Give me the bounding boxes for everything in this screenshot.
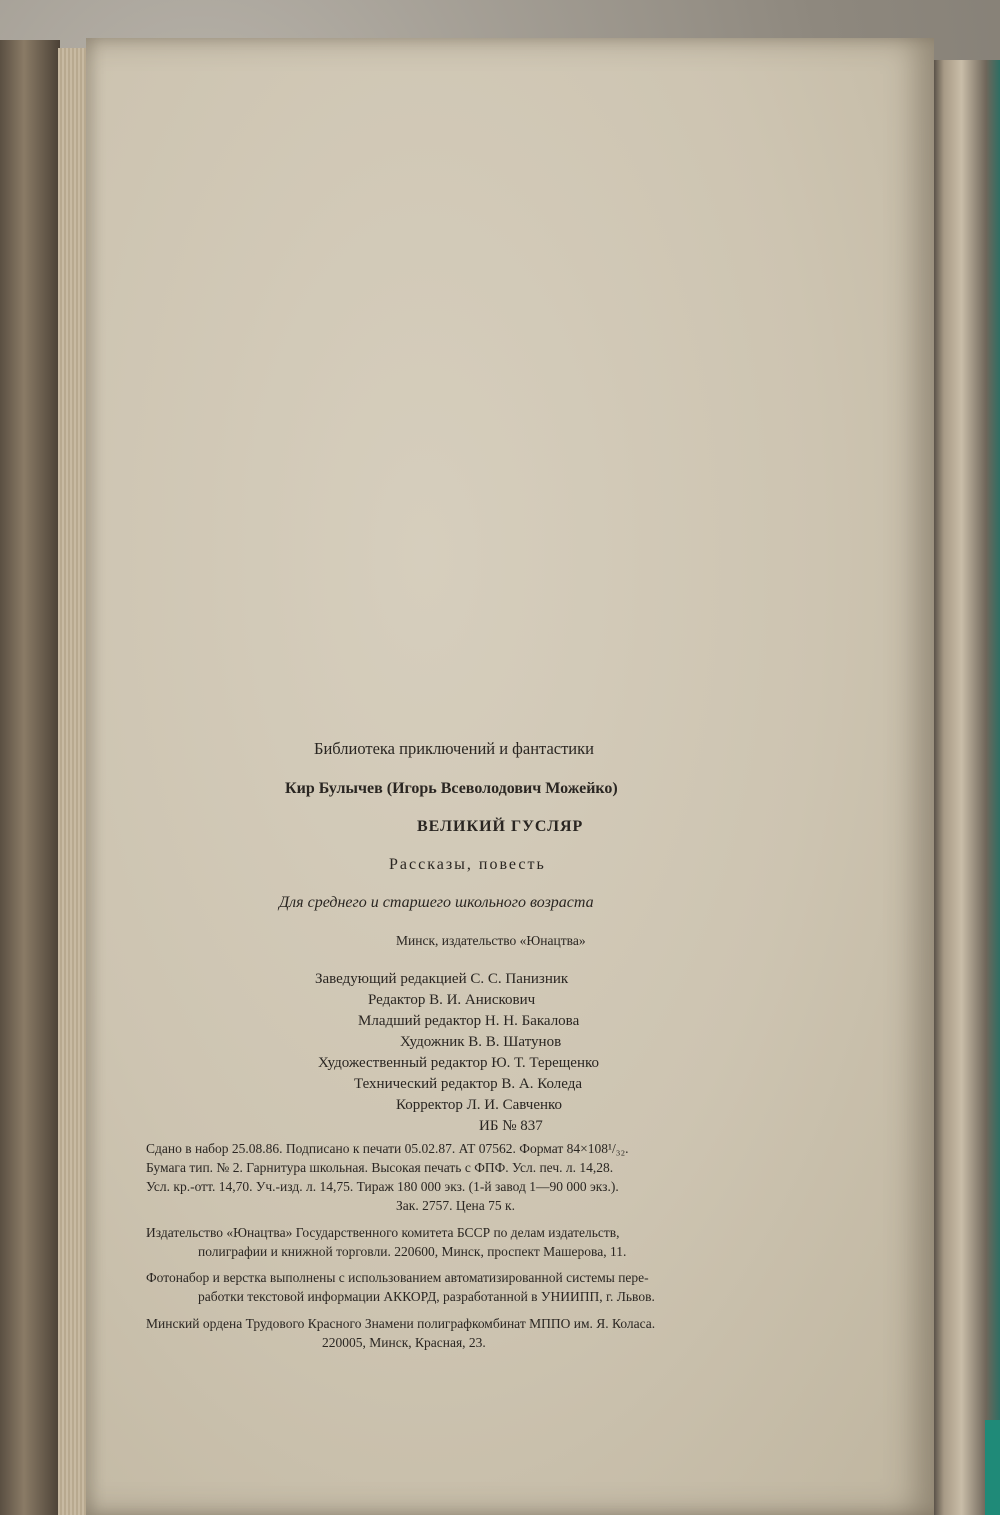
typesetting-line: Фотонабор и верстка выполнены с использованием автоматизированной системы пере- [146, 1270, 649, 1285]
production-line: Сдано в набор 25.08.86. Подписано к печати 05.02.87. АТ 07562. Формат 84×108¹/₃₂. [146, 1141, 629, 1156]
staff-line: Художественный редактор Ю. Т. Терещенко [318, 1055, 599, 1071]
typesetting-line: работки текстовой информации АККОРД, разработанной в УНИИПП, г. Львов. [198, 1289, 655, 1304]
staff-line: Корректор Л. И. Савченко [396, 1097, 563, 1113]
series-title: Библиотека приключений и фантастики [314, 739, 594, 758]
publisher-info-line: полиграфии и книжной торговли. 220600, Минск, проспект Машерова, 11. [198, 1244, 627, 1259]
production-line: Усл. кр.-отт. 14,70. Уч.-изд. л. 14,75. Тираж 180 000 экз. (1-й завод 1—90 000 экз.). [146, 1179, 619, 1194]
staff-line: Художник В. В. Шатунов [400, 1034, 562, 1050]
book-title: ВЕЛИКИЙ ГУСЛЯР [417, 818, 584, 835]
publisher-city: Минск, издательство «Юнацтва» [396, 933, 586, 948]
printer-line: 220005, Минск, Красная, 23. [322, 1335, 486, 1350]
production-line: Зак. 2757. Цена 75 к. [396, 1198, 515, 1213]
ib-number: ИБ № 837 [479, 1118, 543, 1134]
book-cover-corner [985, 1420, 1000, 1515]
genre-line: Рассказы, повесть [389, 856, 546, 873]
publisher-info-line: Издательство «Юнацтва» Государственного комитета БССР по делам издательств, [146, 1225, 620, 1240]
printer-line: Минский ордена Трудового Красного Знамени полиграфкомбинат МППО им. Я. Коласа. [146, 1316, 656, 1331]
book-right-page-edge [930, 60, 1000, 1515]
staff-line: Редактор В. И. Анискович [368, 992, 536, 1008]
audience-line: Для среднего и старшего школьного возраста [279, 894, 594, 911]
book-left-edge [0, 40, 60, 1515]
author-line: Кир Булычев (Игорь Всеволодович Можейко) [285, 780, 618, 797]
staff-line: Младший редактор Н. Н. Бакалова [358, 1013, 580, 1029]
production-line: Бумага тип. № 2. Гарнитура школьная. Высокая печать с ФПФ. Усл. печ. л. 14,28. [146, 1160, 614, 1175]
staff-line: Технический редактор В. А. Коледа [354, 1076, 583, 1092]
staff-line: Заведующий редакцией С. С. Панизник [315, 971, 569, 987]
